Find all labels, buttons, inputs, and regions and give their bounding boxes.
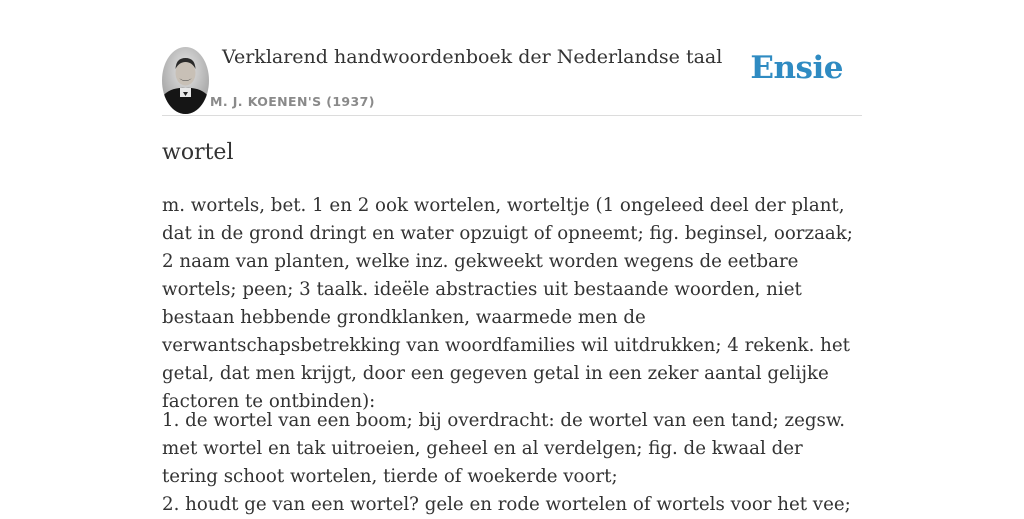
example-item: 1. de wortel van een boom; bij overdracht: de wortel van een tand; zegsw. met wortel en tak uitroeien, geheel en al verdelgen; fig. de kwaal der tering schoot wortelen, tierde of woekerde voort; [162,410,846,487]
entry-examples [162,407,862,519]
author-portrait [162,47,209,114]
example-item: 2. houdt ge van een wortel? gele en rode wortelen of wortels voor het vee; [162,494,851,515]
brand-logo-link[interactable]: Ensie [750,50,843,86]
entry-headword: wortel [162,140,234,165]
dictionary-title: Verklarend handwoordenboek der Nederlandse taal [222,46,723,68]
page [162,0,862,515]
dictionary-author: M. J. KOENEN'S (1937) [210,94,375,109]
header [162,0,862,116]
entry-definition: m. wortels, bet. 1 en 2 ook wortelen, worteltje (1 ongeleed deel der plant, dat in de grond dringt en water opzuigt of opneemt; fig. beginsel, oorzaak; 2 naam van planten, welke inz. gekweekt worden wegens de eetbare wortels; peen; 3 taalk. ideële abstracties uit bestaande woorden, niet bestaan hebbende grondklanken, waarmede men de verwantschapsbetrekking van woordfamilies wil uitdrukken; 4 rekenk. het getal, dat men krijgt, door een gegeven getal in een zeker aantal gelijke factoren te ontbinden): [162,195,853,412]
